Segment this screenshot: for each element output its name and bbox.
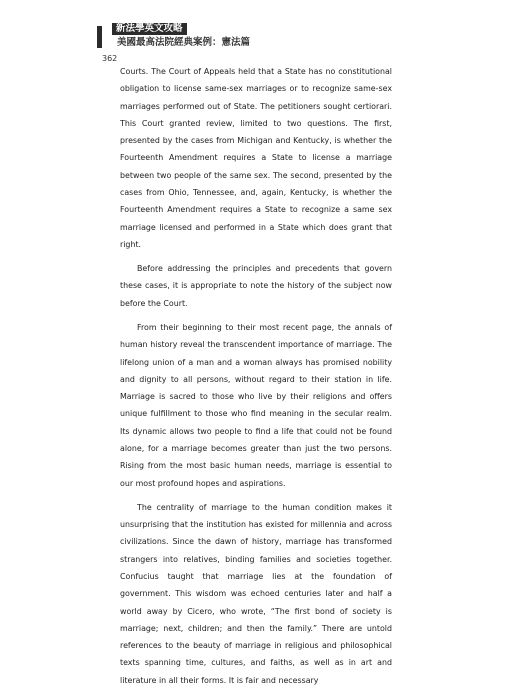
running-header [97,23,277,53]
body-text [120,63,392,696]
page-number: 362 [102,54,118,63]
paragraph: The centrality of marriage to the human condition makes it unsurprising that the institution has existed for millennia and across civilizations. Since the dawn of history, marriage has transformed strangers into relatives, binding families and societies together. Confucius taught that marriage lies at the foundation of government. This wisdom was echoed centuries later and half a world away by Cicero, who wrote, “The first bond of society is marriage; next, children; and then the family.” There are untold references to the beauty of marriage in religious and philosophical texts spanning time, cultures, and faiths, as well as in art and literature in all their forms. It is fair and necessary [120,502,392,685]
paragraph: Before addressing the principles and precedents that govern these cases, it is appropriate to note the history of the subject now before the Court. [120,264,392,308]
book-title: 新法學英文攻略 [112,23,187,35]
chapter-title: 美國最高法院經典案例：憲法篇 [117,37,251,48]
header-bar [97,26,102,48]
paragraph: From their beginning to their most recent page, the annals of human history reveal the transcendent importance of marriage. The lifelong union of a man and a woman always has promised nobility and dignity to all persons, without regard to their station in life. Marriage is sacred to those who live by their religions and offers unique fulfillment to those who find meaning in the secular realm. Its dynamic allows two people to find a life that could not be found alone, for a marriage becomes greater than just the two persons. Rising from the most basic human needs, marriage is essential to our most profound hopes and aspirations. [120,322,392,488]
paragraph: Courts. The Court of Appeals held that a State has no constitutional obligation to license same-sex marriages or to recognize same-sex marriages performed out of State. The petitioners sought certiorari. This Court granted review, limited to two questions. The first, presented by the cases from Michigan and Kentucky, is whether the Fourteenth Amendment requires a State to license a marriage between two people of the same sex. The second, presented by the cases from Ohio, Tennessee, and, again, Kentucky, is whether the Fourteenth Amendment requires a State to recognize a same sex marriage licensed and performed in a State which does grant that right. [120,67,392,249]
